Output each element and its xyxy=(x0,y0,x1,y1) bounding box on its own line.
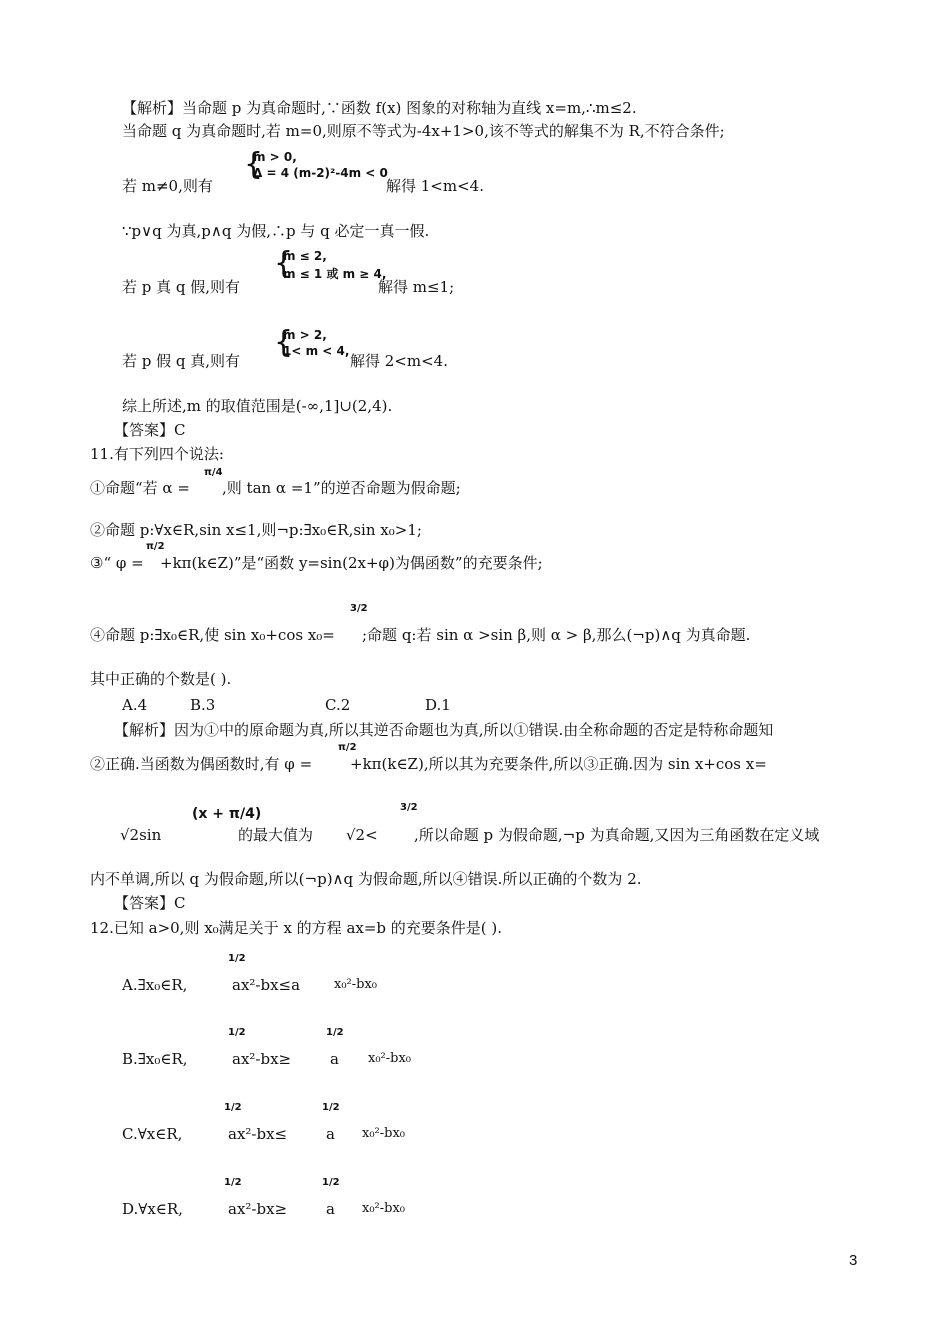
fraction-pi-over-4: π/4 xyxy=(204,467,223,478)
analysis-line: +kπ(k∈Z),所以其为充要条件,所以③正确.因为 sin x+cos x= xyxy=(350,755,767,773)
analysis-line-3: 若 m≠0,则有 xyxy=(122,177,213,195)
answer-label: 【答案】C xyxy=(114,421,186,439)
fraction-three-over-two: 3/2 xyxy=(400,802,418,813)
analysis-line-4: ∵p∨q 为真,p∧q 为假,∴p 与 q 必定一真一假. xyxy=(122,222,430,240)
option-c-expr: ax²-bx≤ xyxy=(228,1125,288,1143)
question-title: 11.有下列四个说法: xyxy=(90,445,224,463)
fraction-one-half: 1/2 xyxy=(228,1027,246,1038)
fraction-pi-over-2: π/2 xyxy=(146,541,165,552)
analysis-line: √2sin xyxy=(120,826,162,844)
system-row: m > 0, xyxy=(253,150,297,164)
option-b-expr: x₀²-bx₀ xyxy=(368,1051,412,1066)
system-row: m > 2, xyxy=(283,328,327,342)
option-a-expr: ax²-bx≤a xyxy=(232,976,301,994)
fraction-one-half: 1/2 xyxy=(224,1177,242,1188)
option-b: B.3 xyxy=(190,696,216,714)
statement-4b: ;命题 q:若 sin α >sin β,则 α > β,那么(¬p)∧q 为真命题. xyxy=(362,626,751,644)
option-c-expr: a xyxy=(326,1125,335,1143)
system-row: 1< m < 4, xyxy=(283,344,350,358)
statement-4: ④命题 p:∃x₀∈R,使 sin x₀+cos x₀= xyxy=(90,626,335,644)
option-b-expr: ax²-bx≥ xyxy=(232,1050,292,1068)
question-title: 12.已知 a>0,则 x₀满足关于 x 的方程 ax=b 的充要条件是( ). xyxy=(90,919,503,937)
option-a: A.4 xyxy=(122,696,148,714)
option-a-expr: x₀²-bx₀ xyxy=(334,977,378,992)
option-b-expr: a xyxy=(330,1050,339,1068)
expression-x-plus-pi-4: (x + π/4) xyxy=(192,806,262,822)
fraction-three-over-two: 3/2 xyxy=(350,603,368,614)
analysis-line-6b: 解得 2<m<4. xyxy=(350,352,448,370)
fraction-pi-over-2: π/2 xyxy=(338,742,357,753)
analysis-line-6: 若 p 假 q 真,则有 xyxy=(122,352,241,370)
fraction-one-half: 1/2 xyxy=(228,953,246,964)
analysis-line: 内不单调,所以 q 为假命题,所以(¬p)∧q 为假命题,所以④错误.所以正确的个数为 2. xyxy=(90,870,642,888)
analysis-line: ②正确.当函数为偶函数时,有 φ = xyxy=(90,755,313,773)
option-c-expr: x₀²-bx₀ xyxy=(362,1126,406,1141)
analysis-line-5b: 解得 m≤1; xyxy=(378,278,455,296)
statement-1: ①命题“若 α = xyxy=(90,479,190,497)
answer-label: 【答案】C xyxy=(114,894,186,912)
system-row: m ≤ 2, xyxy=(283,249,327,263)
statement-3b: +kπ(k∈Z)”是“函数 y=sin(2x+φ)为偶函数”的充要条件; xyxy=(160,554,543,572)
option-d-expr: ax²-bx≥ xyxy=(228,1200,288,1218)
fraction-one-half: 1/2 xyxy=(322,1102,340,1113)
fraction-one-half: 1/2 xyxy=(322,1177,340,1188)
statement-3: ③“ φ = xyxy=(90,554,144,572)
analysis-line: 【解析】因为①中的原命题为真,所以其逆否命题也为真,所以①错误.由全称命题的否定是特称命题知 xyxy=(114,721,774,739)
page-number: 3 xyxy=(849,1252,858,1269)
statement-2: ②命题 p:∀x∈R,sin x≤1,则¬p:∃x₀∈R,sin x₀>1; xyxy=(90,521,422,539)
analysis-line: ,所以命题 p 为假命题,¬p 为真命题,又因为三角函数在定义域 xyxy=(414,826,820,844)
analysis-line: √2< xyxy=(346,826,378,844)
option-b: B.∃x₀∈R, xyxy=(122,1050,188,1068)
analysis-line-1: 【解析】当命题 p 为真命题时,∵函数 f(x) 图象的对称轴为直线 x=m,∴m≤2. xyxy=(122,99,637,117)
system-row: m ≤ 1 或 m ≥ 4, xyxy=(283,267,387,281)
analysis-line-7: 综上所述,m 的取值范围是(-∞,1]∪(2,4). xyxy=(122,397,393,415)
analysis-line-5: 若 p 真 q 假,则有 xyxy=(122,278,241,296)
analysis-line: 的最大值为 xyxy=(238,826,314,844)
option-d: D.∀x∈R, xyxy=(122,1200,183,1218)
system-row: Δ = 4 (m-2)²-4m < 0 xyxy=(253,166,388,180)
fraction-one-half: 1/2 xyxy=(326,1027,344,1038)
option-c: C.∀x∈R, xyxy=(122,1125,183,1143)
option-d-expr: x₀²-bx₀ xyxy=(362,1201,406,1216)
analysis-line-3b: 解得 1<m<4. xyxy=(386,177,484,195)
option-d-expr: a xyxy=(326,1200,335,1218)
option-d: D.1 xyxy=(425,696,451,714)
fraction-one-half: 1/2 xyxy=(224,1102,242,1113)
analysis-line-2: 当命题 q 为真命题时,若 m=0,则原不等式为-4x+1>0,该不等式的解集不为 R,不符合条件; xyxy=(122,122,725,140)
question-stem: 其中正确的个数是( ). xyxy=(90,670,232,688)
statement-1b: ,则 tan α =1”的逆否命题为假命题; xyxy=(222,479,461,497)
option-a: A.∃x₀∈R, xyxy=(122,976,188,994)
option-c: C.2 xyxy=(325,696,351,714)
